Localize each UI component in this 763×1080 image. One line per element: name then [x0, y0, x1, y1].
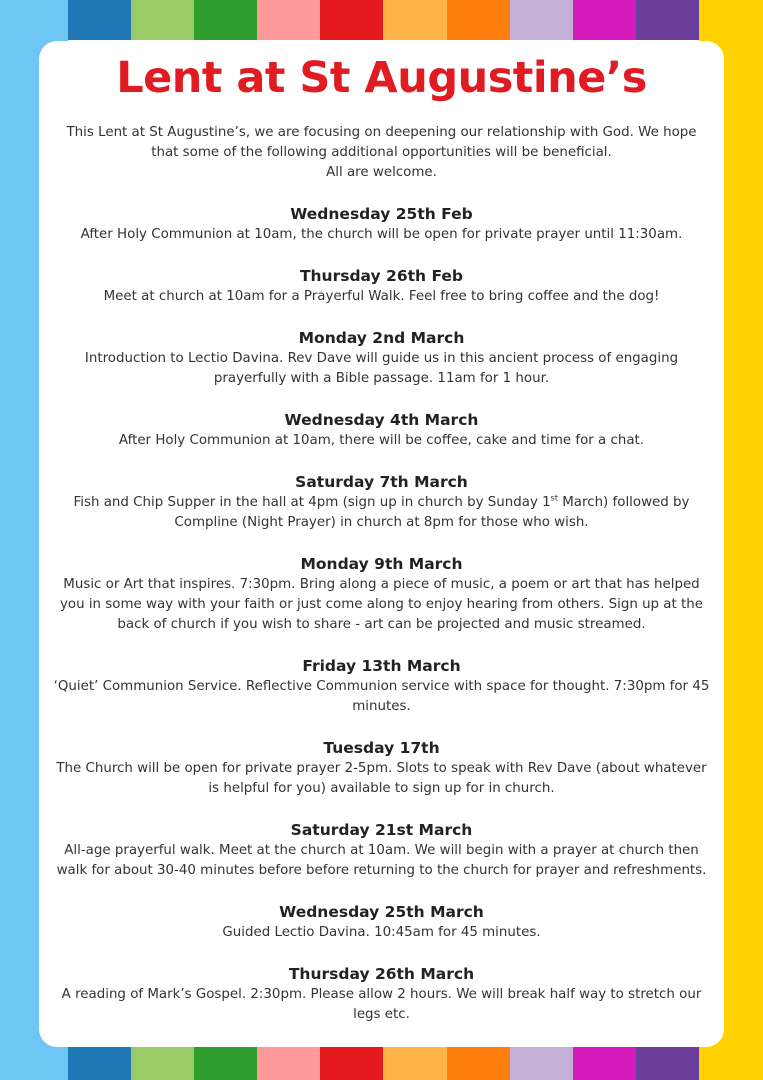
event-description [49, 493, 714, 533]
rainbow-stripe [573, 0, 636, 40]
event-description: All-age prayerful walk. Meet at the church at 10am. We will begin with a prayer at church then walk for about 30-40 minutes before before returning to the church for prayer and refreshments. [56, 843, 707, 878]
event-wed-4-march [49, 409, 714, 451]
rainbow-stripe [257, 1044, 320, 1080]
event-title: Wednesday 4th March [284, 411, 479, 429]
bottom-rainbow-stripes [68, 1044, 699, 1080]
event-mon-2-march [49, 327, 714, 389]
event-tue-17 [49, 737, 714, 799]
rainbow-stripe [573, 1044, 636, 1080]
top-rainbow-stripes [68, 0, 699, 40]
event-description-part: Fish and Chip Supper in the hall at 4pm (sign up in church by Sunday 1 [73, 495, 551, 510]
event-description: A reading of Mark’s Gospel. 2:30pm. Please allow 2 hours. We will break half way to stretch our legs etc. [61, 987, 702, 1022]
event-sat-21-march [49, 819, 714, 881]
event-description: Meet at church at 10am for a Prayerful Walk. Feel free to bring coffee and the dog! [103, 289, 660, 304]
rainbow-stripe [131, 0, 194, 40]
rainbow-stripe [510, 1044, 573, 1080]
rainbow-stripe [383, 0, 446, 40]
rainbow-stripe [447, 0, 510, 40]
event-title: Thursday 26th Feb [299, 267, 464, 285]
rainbow-stripe [320, 0, 383, 40]
event-thu-26-march [49, 963, 714, 1025]
intro-line: This Lent at St Augustine’s, we are focusing on deepening our relationship with God. We hope [66, 125, 697, 140]
event-sat-7-march [49, 471, 714, 533]
event-description: The Church will be open for private prayer 2-5pm. Slots to speak with Rev Dave (about whatever is helpful for you) available to sign up for in church. [56, 761, 707, 796]
event-description: Introduction to Lectio Davina. Rev Dave will guide us in this ancient process of engaging prayerfully with a Bible passage. 11am for 1 hour. [84, 351, 679, 386]
event-title: Monday 2nd March [298, 329, 465, 347]
rainbow-stripe [68, 0, 131, 40]
event-description: Guided Lectio Davina. 10:45am for 45 minutes. [222, 925, 541, 940]
page-title: Lent at St Augustine’s [116, 53, 647, 103]
rainbow-stripe [510, 0, 573, 40]
ordinal-suffix: st [550, 493, 558, 503]
intro-text [49, 123, 714, 183]
poster-card [39, 41, 724, 1047]
event-title: Thursday 26th March [288, 965, 475, 983]
intro-line: that some of the following additional opportunities will be beneficial. [151, 145, 612, 160]
event-description: Music or Art that inspires. 7:30pm. Bring along a piece of music, a poem or art that has helped you in some way with your faith or just come along to enjoy hearing from others. Sign up at the back of church if you wish to share - art can be projected and music streamed. [59, 577, 704, 632]
rainbow-stripe [636, 1044, 699, 1080]
rainbow-stripe [383, 1044, 446, 1080]
event-title: Saturday 21st March [290, 821, 473, 839]
event-fri-13-march [49, 655, 714, 717]
rainbow-stripe [320, 1044, 383, 1080]
event-title: Friday 13th March [302, 657, 461, 675]
rainbow-stripe [257, 0, 320, 40]
event-mon-9-march [49, 553, 714, 635]
rainbow-stripe [194, 1044, 257, 1080]
event-title: Wednesday 25th Feb [290, 205, 473, 223]
rainbow-stripe [194, 0, 257, 40]
event-title: Tuesday 17th [323, 739, 440, 757]
event-title: Saturday 7th March [295, 473, 468, 491]
rainbow-stripe [636, 0, 699, 40]
event-description: ‘Quiet’ Communion Service. Reflective Communion service with space for thought. 7:30pm for 45 minutes. [53, 679, 710, 714]
event-title: Wednesday 25th March [279, 903, 484, 921]
event-title: Monday 9th March [300, 555, 463, 573]
rainbow-stripe [447, 1044, 510, 1080]
event-description: After Holy Communion at 10am, the church will be open for private prayer until 11:30am. [80, 227, 683, 242]
event-description-part: March) followed by Compline (Night Prayer) in church at 8pm for those who wish. [174, 495, 690, 530]
event-wed-25-feb [49, 203, 714, 245]
event-thu-26-feb [49, 265, 714, 307]
event-description: After Holy Communion at 10am, there will be coffee, cake and time for a chat. [118, 433, 645, 448]
intro-line: All are welcome. [326, 165, 437, 180]
event-wed-25-march [49, 901, 714, 943]
rainbow-stripe [68, 1044, 131, 1080]
rainbow-stripe [131, 1044, 194, 1080]
